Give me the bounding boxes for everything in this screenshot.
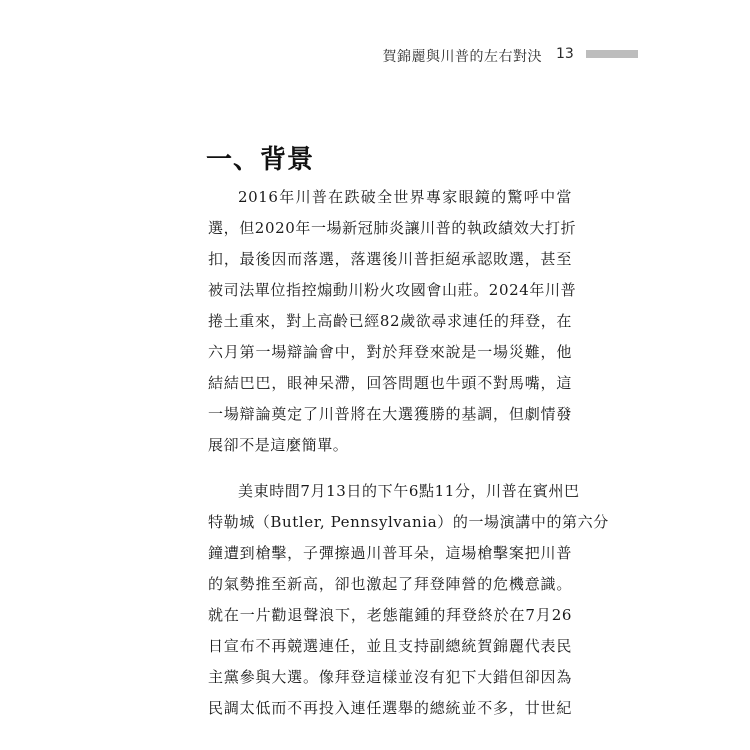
paragraph-line: 民調太低而不再投入連任選舉的總統並不多，廿世紀 xyxy=(208,699,572,717)
paragraph-line: 結結巴巴，眼神呆滯，回答問題也牛頭不對馬嘴，這 xyxy=(208,374,572,392)
page-number: 13 xyxy=(556,46,574,62)
paragraph-line: 六月第一場辯論會中，對於拜登來說是一場災難，他 xyxy=(208,343,572,361)
paragraph-line: 扣，最後因而落選，落選後川普拒絕承認敗選，甚至 xyxy=(208,250,572,268)
paragraph-line: 2016年川普在跌破全世界專家眼鏡的驚呼中當 xyxy=(238,188,572,206)
header-decoration-bar xyxy=(586,50,638,58)
paragraph-line: 選，但2020年一場新冠肺炎讓川普的執政績效大打折 xyxy=(208,219,577,237)
section-heading: 一、背景 xyxy=(206,145,315,175)
running-header-title: 賀錦麗與川普的左右對決 xyxy=(382,49,542,65)
paragraph-line: 展卻不是這麼簡單。 xyxy=(208,436,349,454)
running-header xyxy=(0,44,750,66)
paragraph-line: 主黨參與大選。像拜登這樣並沒有犯下大錯但卻因為 xyxy=(208,668,572,686)
paragraph-line: 鐘遭到槍擊，子彈擦過川普耳朵，這場槍擊案把川普 xyxy=(208,544,572,562)
paragraph-line: 捲土重來，對上高齡已經82歲欲尋求連任的拜登，在 xyxy=(208,312,572,330)
paragraph-line: 一場辯論奠定了川普將在大選獲勝的基調，但劇情發 xyxy=(208,405,572,423)
paragraph-line: 日宣布不再競選連任，並且支持副總統賀錦麗代表民 xyxy=(208,637,572,655)
paragraph-line: 的氣勢推至新高，卻也激起了拜登陣營的危機意識。 xyxy=(208,575,572,593)
paragraph-line: 就在一片勸退聲浪下，老態龍鍾的拜登終於在7月26 xyxy=(208,606,572,624)
paragraph-line: 特勒城（Butler, Pennsylvania）的一場演講中的第六分 xyxy=(208,513,609,531)
paragraph-line: 被司法單位指控煽動川粉火攻國會山莊。2024年川普 xyxy=(208,281,577,299)
paragraph-line: 美東時間7月13日的下午6點11分，川普在賓州巴 xyxy=(238,482,580,500)
